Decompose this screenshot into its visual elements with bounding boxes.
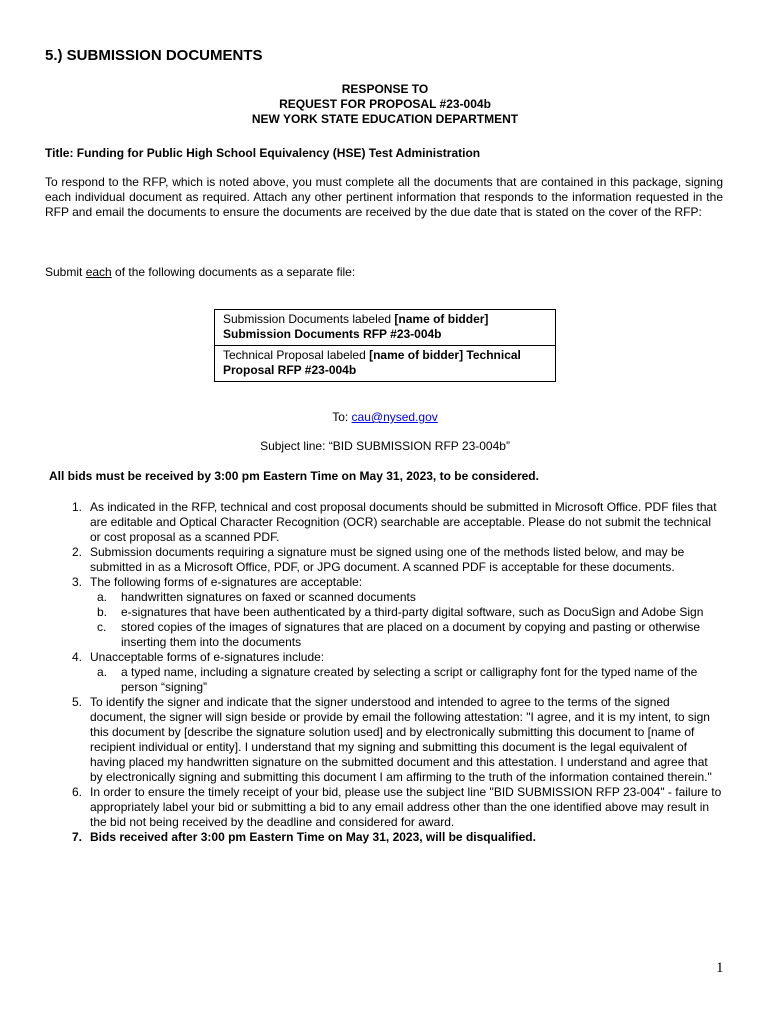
header-line-1: RESPONSE TO [341,82,429,96]
submit-underlined: each [85,265,112,279]
document-label: Technical Proposal labeled [223,348,370,362]
list-item [60,785,722,830]
documents-table [214,309,556,382]
list-item-text: The following forms of e-signatures are acceptable: [90,575,363,589]
list-item-number: 4. [71,650,82,664]
section-heading: 5.) SUBMISSION DOCUMENTS [45,47,263,64]
list-item-number: 2. [71,545,82,559]
rfp-header [0,82,770,127]
list-item-number: 6. [71,785,82,799]
document-label: Submission Documents labeled [223,312,395,326]
list-item [60,650,722,665]
submit-before: Submit [45,265,86,279]
sub-list-item-text: e-signatures that have been authenticated by a third-party digital software, such as DocuSign and Adobe Sign [121,605,704,619]
deadline-notice: All bids must be received by 3:00 pm Eastern Time on May 31, 2023, to be considered. [49,469,539,483]
list-item-text: Unacceptable forms of e-signatures include: [90,650,325,664]
list-item [60,830,722,845]
to-label: To: [332,410,352,424]
email-to-line [0,410,770,424]
submit-instruction [45,265,355,279]
list-item-text: To identify the signer and indicate that the signer understood and intended to agree to the terms of the signed document, the signer will sign beside or provide by email the following attestation: "I agree, and it is my intent, to sign this document by [describe the signature solution used] and by electronically submitting this document to [name of recipient individual or entity]. I understand that my signing and submitting this document is the legal equivalent of having placed my handwritten signature on the submitted document and this attestation. I understand and agree that by electronically signing and submitting this document I am affirming to the truth of the information contained therein." [90,695,712,784]
sub-list-item-text: handwritten signatures on faxed or scanned documents [121,590,416,604]
list-item [60,545,722,575]
list-item-text: Bids received after 3:00 pm Eastern Time on May 31, 2023, will be disqualified. [90,830,536,844]
intro-paragraph: To respond to the RFP, which is noted above, you must complete all the documents that are contained in this package, signing each individual document as required. Attach any other pertinent information that responds to the information requested in the RFP and email the documents to ensure the documents are received by the due date that is stated on the cover of the RFP: [45,175,723,219]
sub-list-item-letter: c. [97,620,107,634]
submit-after: of the following documents as a separate file: [111,265,356,279]
list-item [60,695,722,785]
document-filename: [name of bidder] Submission Documents RFP #23-004b [223,312,489,341]
list-item-text: As indicated in the RFP, technical and cost proposal documents should be submitted in Microsoft Office. PDF files that are editable and Optical Character Recognition (OCR) searchable are acceptable. Please do not submit the technical or cost proposal as a scanned PDF. [90,500,717,544]
sub-list-item [60,590,722,605]
list-item-number: 7. [71,830,82,844]
email-link[interactable]: cau@nysed.gov [351,410,438,424]
sub-list-item-text: a typed name, including a signature created by selecting a script or calligraphy font for the typed name of the person “signing” [121,665,698,694]
sub-list-item [60,665,722,695]
header-line-2: REQUEST FOR PROPOSAL #23-004b [279,97,491,111]
sub-list-item-letter: b. [97,605,108,619]
document-title: Title: Funding for Public High School Equivalency (HSE) Test Administration [45,146,481,160]
list-item [60,500,722,545]
sub-list-item [60,620,722,650]
instructions-list [60,500,722,845]
list-item [60,575,722,590]
list-item-number: 3. [71,575,82,589]
sub-list-item [60,605,722,620]
subject-line: Subject line: “BID SUBMISSION RFP 23-004b” [260,439,510,453]
sub-list-item-text: stored copies of the images of signatures that are placed on a document by copying and pasting or otherwise inserting them into the documents [121,620,701,649]
list-item-number: 5. [71,695,82,709]
document-filename: [name of bidder] Technical Proposal RFP #23-004b [223,348,521,377]
sub-list-item-letter: a. [97,665,108,679]
document-row-submission [215,310,555,345]
page-number: 1 [716,960,724,976]
document-row-technical [215,345,555,381]
list-item-text: Submission documents requiring a signature must be signed using one of the methods listed below, and may be submitted in as a Microsoft Office, PDF, or JPG document. A scanned PDF is acceptable for these documents. [90,545,685,574]
sub-list-item-letter: a. [97,590,108,604]
header-line-3: NEW YORK STATE EDUCATION DEPARTMENT [251,112,519,126]
list-item-number: 1. [71,500,82,514]
list-item-text: In order to ensure the timely receipt of your bid, please use the subject line "BID SUBMISSION RFP 23-004" - failure to appropriately label your bid or submitting a bid to any email address other than the one identified above may result in the bid not being received by the deadline and considered for award. [90,785,722,829]
